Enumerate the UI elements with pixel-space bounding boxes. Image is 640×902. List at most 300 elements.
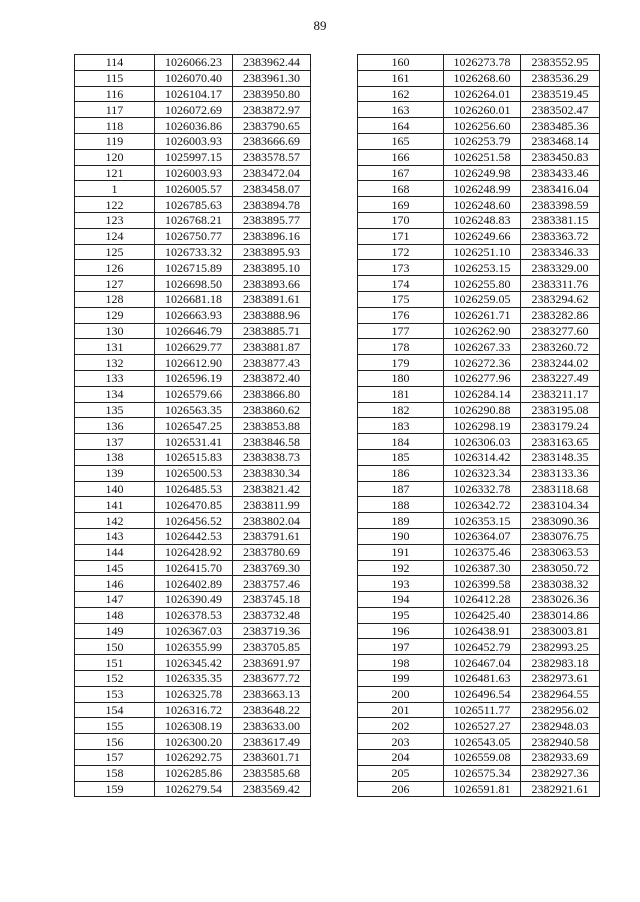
x-coordinate-cell: 1026279.54 [155,781,233,797]
y-coordinate-cell: 2383811.99 [233,497,311,513]
table-row [358,718,600,734]
y-coordinate-cell: 2383090.36 [521,513,600,529]
table-row [75,449,311,465]
x-coordinate-cell: 1026316.72 [155,702,233,718]
table-row [358,497,600,513]
point-number-cell: 181 [358,386,444,402]
point-number-cell: 178 [358,339,444,355]
table-row [75,418,311,434]
x-coordinate-cell: 1026353.15 [444,513,521,529]
table-row [75,402,311,418]
y-coordinate-cell: 2383885.71 [233,323,311,339]
point-number-cell: 147 [75,592,155,608]
x-coordinate-cell: 1026698.50 [155,276,233,292]
point-number-cell: 151 [75,655,155,671]
y-coordinate-cell: 2383601.71 [233,750,311,766]
y-coordinate-cell: 2383163.65 [521,434,600,450]
table-row [75,133,311,149]
y-coordinate-cell: 2383569.42 [233,781,311,797]
table-row [358,102,600,118]
point-number-cell: 190 [358,528,444,544]
x-coordinate-cell: 1026750.77 [155,228,233,244]
y-coordinate-cell: 2383433.46 [521,165,600,181]
table-row [358,513,600,529]
point-number-cell: 161 [358,70,444,86]
point-number-cell: 168 [358,181,444,197]
table-row [75,276,311,292]
x-coordinate-cell: 1026364.07 [444,528,521,544]
y-coordinate-cell: 2383211.17 [521,386,600,402]
y-coordinate-cell: 2383552.95 [521,55,600,71]
y-coordinate-cell: 2383691.97 [233,655,311,671]
x-coordinate-cell: 1026003.93 [155,133,233,149]
x-coordinate-cell: 1026300.20 [155,734,233,750]
point-number-cell: 160 [358,55,444,71]
table-row [75,165,311,181]
x-coordinate-cell: 1026515.83 [155,449,233,465]
table-row [75,513,311,529]
table-row [358,260,600,276]
x-coordinate-cell: 1025997.15 [155,149,233,165]
table-row [75,528,311,544]
point-number-cell: 137 [75,434,155,450]
x-coordinate-cell: 1026277.96 [444,370,521,386]
point-number-cell: 191 [358,544,444,560]
table-row [358,686,600,702]
y-coordinate-cell: 2383485.36 [521,118,600,134]
x-coordinate-cell: 1026452.79 [444,639,521,655]
y-coordinate-cell: 2383038.32 [521,576,600,592]
point-number-cell: 129 [75,307,155,323]
x-coordinate-cell: 1026253.79 [444,133,521,149]
x-coordinate-cell: 1026267.33 [444,339,521,355]
y-coordinate-cell: 2383838.73 [233,449,311,465]
point-number-cell: 130 [75,323,155,339]
table-row [358,607,600,623]
table-row [75,118,311,134]
y-coordinate-cell: 2382927.36 [521,765,600,781]
point-number-cell: 182 [358,402,444,418]
x-coordinate-cell: 1026785.63 [155,197,233,213]
table-row [358,623,600,639]
point-number-cell: 123 [75,212,155,228]
point-number-cell: 1 [75,181,155,197]
x-coordinate-cell: 1026596.19 [155,370,233,386]
table-row [358,386,600,402]
x-coordinate-cell: 1026260.01 [444,102,521,118]
point-number-cell: 131 [75,339,155,355]
table-row [75,765,311,781]
table-row [358,481,600,497]
x-coordinate-cell: 1026415.70 [155,560,233,576]
y-coordinate-cell: 2383536.29 [521,70,600,86]
x-coordinate-cell: 1026005.57 [155,181,233,197]
x-coordinate-cell: 1026262.90 [444,323,521,339]
table-body [358,55,600,797]
x-coordinate-cell: 1026378.53 [155,607,233,623]
y-coordinate-cell: 2383872.40 [233,370,311,386]
y-coordinate-cell: 2383769.30 [233,560,311,576]
table-row [358,639,600,655]
point-number-cell: 176 [358,307,444,323]
point-number-cell: 143 [75,528,155,544]
table-row [75,355,311,371]
y-coordinate-cell: 2382948.03 [521,718,600,734]
point-number-cell: 206 [358,781,444,797]
x-coordinate-cell: 1026248.99 [444,181,521,197]
table-row [75,465,311,481]
x-coordinate-cell: 1026442.53 [155,528,233,544]
y-coordinate-cell: 2383585.68 [233,765,311,781]
point-number-cell: 204 [358,750,444,766]
y-coordinate-cell: 2383872.97 [233,102,311,118]
x-coordinate-cell: 1026768.21 [155,212,233,228]
y-coordinate-cell: 2383472.04 [233,165,311,181]
y-coordinate-cell: 2383893.66 [233,276,311,292]
table-row [75,197,311,213]
point-number-cell: 173 [358,260,444,276]
x-coordinate-cell: 1026485.53 [155,481,233,497]
y-coordinate-cell: 2383063.53 [521,544,600,560]
y-coordinate-cell: 2383950.80 [233,86,311,102]
x-coordinate-cell: 1026308.19 [155,718,233,734]
point-number-cell: 169 [358,197,444,213]
y-coordinate-cell: 2383519.45 [521,86,600,102]
y-coordinate-cell: 2383830.34 [233,465,311,481]
y-coordinate-cell: 2383860.62 [233,402,311,418]
table-row [75,702,311,718]
y-coordinate-cell: 2383260.72 [521,339,600,355]
x-coordinate-cell: 1026355.99 [155,639,233,655]
x-coordinate-cell: 1026715.89 [155,260,233,276]
y-coordinate-cell: 2383780.69 [233,544,311,560]
y-coordinate-cell: 2383617.49 [233,734,311,750]
x-coordinate-cell: 1026547.25 [155,418,233,434]
table-row [75,576,311,592]
point-number-cell: 124 [75,228,155,244]
y-coordinate-cell: 2383329.00 [521,260,600,276]
x-coordinate-cell: 1026036.86 [155,118,233,134]
y-coordinate-cell: 2382964.55 [521,686,600,702]
y-coordinate-cell: 2383821.42 [233,481,311,497]
point-number-cell: 163 [358,102,444,118]
x-coordinate-cell: 1026259.05 [444,291,521,307]
y-coordinate-cell: 2383133.36 [521,465,600,481]
point-number-cell: 200 [358,686,444,702]
x-coordinate-cell: 1026264.01 [444,86,521,102]
x-coordinate-cell: 1026298.19 [444,418,521,434]
x-coordinate-cell: 1026332.78 [444,481,521,497]
point-number-cell: 179 [358,355,444,371]
point-number-cell: 196 [358,623,444,639]
x-coordinate-cell: 1026255.80 [444,276,521,292]
table-row [75,323,311,339]
y-coordinate-cell: 2383894.78 [233,197,311,213]
page-number: 89 [313,18,327,33]
table-row [75,623,311,639]
point-number-cell: 115 [75,70,155,86]
coordinates-table-right [357,54,600,797]
point-number-cell: 159 [75,781,155,797]
x-coordinate-cell: 1026375.46 [444,544,521,560]
table-row [75,228,311,244]
point-number-cell: 185 [358,449,444,465]
y-coordinate-cell: 2383346.33 [521,244,600,260]
point-number-cell: 155 [75,718,155,734]
point-number-cell: 188 [358,497,444,513]
x-coordinate-cell: 1026251.58 [444,149,521,165]
table-row [358,765,600,781]
point-number-cell: 126 [75,260,155,276]
point-number-cell: 193 [358,576,444,592]
table-row [358,592,600,608]
table-row [75,481,311,497]
y-coordinate-cell: 2383179.24 [521,418,600,434]
table-row [358,70,600,86]
point-number-cell: 192 [358,560,444,576]
point-number-cell: 152 [75,671,155,687]
point-number-cell: 205 [358,765,444,781]
point-number-cell: 128 [75,291,155,307]
x-coordinate-cell: 1026249.66 [444,228,521,244]
y-coordinate-cell: 2383895.77 [233,212,311,228]
y-coordinate-cell: 2383014.86 [521,607,600,623]
x-coordinate-cell: 1026314.42 [444,449,521,465]
table-row [358,544,600,560]
point-number-cell: 119 [75,133,155,149]
y-coordinate-cell: 2382993.25 [521,639,600,655]
table-row [75,339,311,355]
x-coordinate-cell: 1026323.34 [444,465,521,481]
table-row [358,465,600,481]
point-number-cell: 154 [75,702,155,718]
x-coordinate-cell: 1026733.32 [155,244,233,260]
table-row [75,386,311,402]
point-number-cell: 177 [358,323,444,339]
table-row [358,86,600,102]
x-coordinate-cell: 1026342.72 [444,497,521,513]
point-number-cell: 146 [75,576,155,592]
point-number-cell: 166 [358,149,444,165]
x-coordinate-cell: 1026467.04 [444,655,521,671]
x-coordinate-cell: 1026646.79 [155,323,233,339]
table-row [358,118,600,134]
table-row [75,497,311,513]
table-row [75,307,311,323]
y-coordinate-cell: 2383895.93 [233,244,311,260]
table-row [358,339,600,355]
y-coordinate-cell: 2383633.00 [233,718,311,734]
point-number-cell: 158 [75,765,155,781]
point-number-cell: 180 [358,370,444,386]
x-coordinate-cell: 1026559.08 [444,750,521,766]
point-number-cell: 140 [75,481,155,497]
y-coordinate-cell: 2383790.65 [233,118,311,134]
y-coordinate-cell: 2383895.10 [233,260,311,276]
point-number-cell: 142 [75,513,155,529]
y-coordinate-cell: 2383148.35 [521,449,600,465]
point-number-cell: 134 [75,386,155,402]
x-coordinate-cell: 1026268.60 [444,70,521,86]
x-coordinate-cell: 1026072.69 [155,102,233,118]
point-number-cell: 149 [75,623,155,639]
x-coordinate-cell: 1026387.30 [444,560,521,576]
table-row [75,607,311,623]
y-coordinate-cell: 2383026.36 [521,592,600,608]
point-number-cell: 145 [75,560,155,576]
table-row [358,165,600,181]
table-row [75,70,311,86]
point-number-cell: 184 [358,434,444,450]
point-number-cell: 164 [358,118,444,134]
x-coordinate-cell: 1026563.35 [155,402,233,418]
y-coordinate-cell: 2383104.34 [521,497,600,513]
point-number-cell: 138 [75,449,155,465]
table-row [358,576,600,592]
table-row [358,560,600,576]
y-coordinate-cell: 2383961.30 [233,70,311,86]
point-number-cell: 136 [75,418,155,434]
table-row [75,181,311,197]
point-number-cell: 165 [358,133,444,149]
table-row [358,750,600,766]
point-number-cell: 194 [358,592,444,608]
x-coordinate-cell: 1026070.40 [155,70,233,86]
point-number-cell: 162 [358,86,444,102]
x-coordinate-cell: 1026663.93 [155,307,233,323]
x-coordinate-cell: 1026104.17 [155,86,233,102]
x-coordinate-cell: 1026412.28 [444,592,521,608]
point-number-cell: 171 [358,228,444,244]
table-row [75,102,311,118]
table-row [358,370,600,386]
table-row [75,544,311,560]
table-row [358,449,600,465]
table-row [358,149,600,165]
y-coordinate-cell: 2383881.87 [233,339,311,355]
table-row [75,434,311,450]
table-row [358,276,600,292]
x-coordinate-cell: 1026292.75 [155,750,233,766]
x-coordinate-cell: 1026253.15 [444,260,521,276]
point-number-cell: 121 [75,165,155,181]
y-coordinate-cell: 2383732.48 [233,607,311,623]
table-row [75,671,311,687]
y-coordinate-cell: 2383118.68 [521,481,600,497]
table-body [75,55,311,797]
x-coordinate-cell: 1026272.36 [444,355,521,371]
point-number-cell: 189 [358,513,444,529]
y-coordinate-cell: 2383003.81 [521,623,600,639]
table-row [358,181,600,197]
x-coordinate-cell: 1026256.60 [444,118,521,134]
y-coordinate-cell: 2383719.36 [233,623,311,639]
table-row [358,702,600,718]
table-row [75,655,311,671]
y-coordinate-cell: 2383294.62 [521,291,600,307]
x-coordinate-cell: 1026681.18 [155,291,233,307]
x-coordinate-cell: 1026402.89 [155,576,233,592]
y-coordinate-cell: 2383076.75 [521,528,600,544]
y-coordinate-cell: 2383962.44 [233,55,311,71]
table-row [75,86,311,102]
x-coordinate-cell: 1026066.23 [155,55,233,71]
point-number-cell: 199 [358,671,444,687]
point-number-cell: 197 [358,639,444,655]
y-coordinate-cell: 2383244.02 [521,355,600,371]
x-coordinate-cell: 1026273.78 [444,55,521,71]
table-row [358,781,600,797]
point-number-cell: 133 [75,370,155,386]
y-coordinate-cell: 2383853.88 [233,418,311,434]
x-coordinate-cell: 1026261.71 [444,307,521,323]
point-number-cell: 153 [75,686,155,702]
x-coordinate-cell: 1026290.88 [444,402,521,418]
point-number-cell: 117 [75,102,155,118]
table-row [358,671,600,687]
y-coordinate-cell: 2383398.59 [521,197,600,213]
point-number-cell: 201 [358,702,444,718]
point-number-cell: 167 [358,165,444,181]
x-coordinate-cell: 1026285.86 [155,765,233,781]
y-coordinate-cell: 2383866.80 [233,386,311,402]
x-coordinate-cell: 1026531.41 [155,434,233,450]
y-coordinate-cell: 2383311.76 [521,276,600,292]
y-coordinate-cell: 2383363.72 [521,228,600,244]
table-row [358,402,600,418]
table-row [75,212,311,228]
coordinates-table-left [74,54,311,797]
point-number-cell: 174 [358,276,444,292]
point-number-cell: 139 [75,465,155,481]
y-coordinate-cell: 2383745.18 [233,592,311,608]
y-coordinate-cell: 2382956.02 [521,702,600,718]
y-coordinate-cell: 2383458.07 [233,181,311,197]
y-coordinate-cell: 2383195.08 [521,402,600,418]
point-number-cell: 203 [358,734,444,750]
y-coordinate-cell: 2383891.61 [233,291,311,307]
y-coordinate-cell: 2382940.58 [521,734,600,750]
y-coordinate-cell: 2383705.85 [233,639,311,655]
table-row [358,55,600,71]
x-coordinate-cell: 1026591.81 [444,781,521,797]
x-coordinate-cell: 1026500.53 [155,465,233,481]
point-number-cell: 116 [75,86,155,102]
y-coordinate-cell: 2383502.47 [521,102,600,118]
table-row [75,370,311,386]
point-number-cell: 148 [75,607,155,623]
x-coordinate-cell: 1026367.03 [155,623,233,639]
table-row [358,228,600,244]
table-row [75,781,311,797]
y-coordinate-cell: 2383277.60 [521,323,600,339]
point-number-cell: 120 [75,149,155,165]
y-coordinate-cell: 2383050.72 [521,560,600,576]
x-coordinate-cell: 1026470.85 [155,497,233,513]
point-number-cell: 170 [358,212,444,228]
table-row [358,244,600,260]
table-row [75,750,311,766]
point-number-cell: 157 [75,750,155,766]
y-coordinate-cell: 2383877.43 [233,355,311,371]
table-row [75,639,311,655]
table-row [358,655,600,671]
point-number-cell: 202 [358,718,444,734]
x-coordinate-cell: 1026306.03 [444,434,521,450]
y-coordinate-cell: 2382933.69 [521,750,600,766]
point-number-cell: 125 [75,244,155,260]
point-number-cell: 195 [358,607,444,623]
